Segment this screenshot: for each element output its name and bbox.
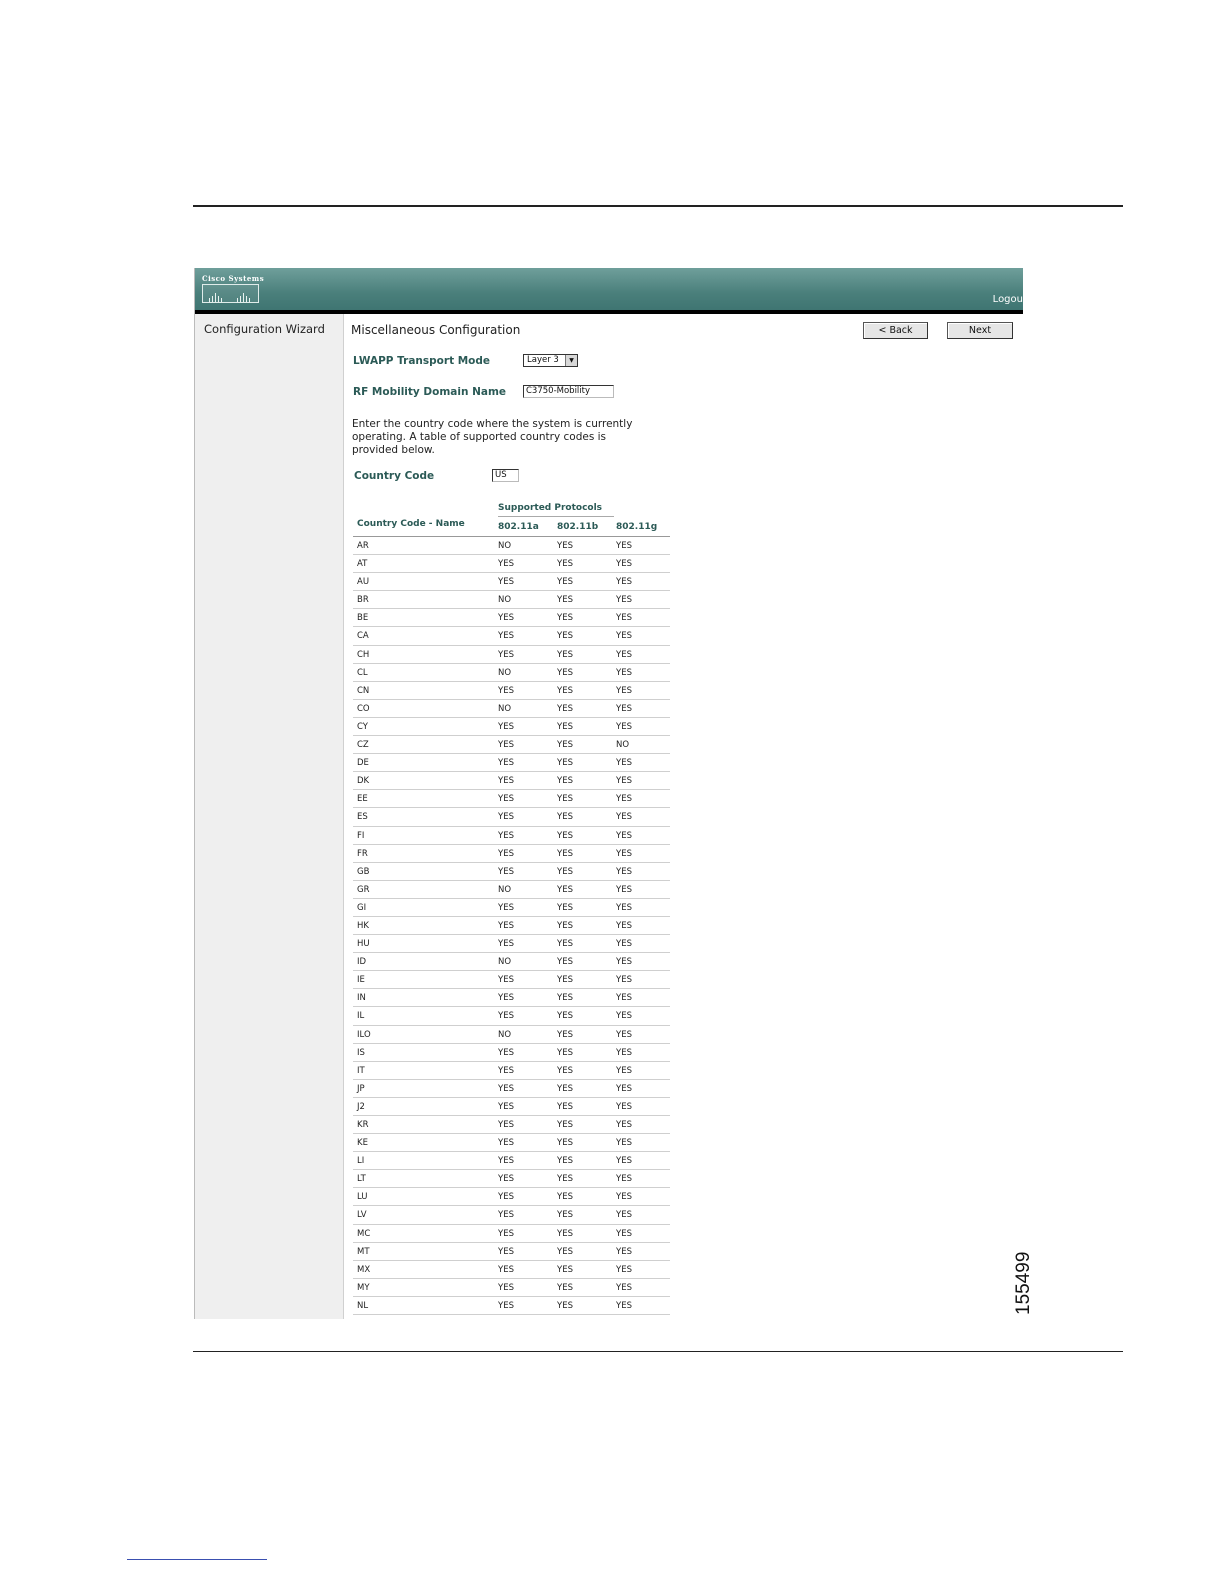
protocol-support-cell: NO	[498, 1029, 512, 1040]
country-code-cell: IL	[357, 1011, 365, 1022]
table-row	[353, 664, 670, 682]
protocol-support-cell: YES	[498, 649, 514, 660]
country-code-cell: MY	[357, 1282, 370, 1293]
protocol-support-cell: YES	[557, 939, 573, 950]
table-row	[353, 1243, 670, 1261]
table-row	[353, 1297, 670, 1315]
protocol-support-cell: YES	[616, 1300, 632, 1311]
table-row	[353, 591, 670, 609]
country-code-cell: HU	[357, 939, 370, 950]
country-code-cell: LI	[357, 1156, 365, 1167]
protocol-support-cell: YES	[498, 1228, 514, 1239]
country-code-cell: KE	[357, 1138, 368, 1149]
table-row	[353, 863, 670, 881]
protocol-support-cell: YES	[616, 1282, 632, 1293]
country-code-cell: DK	[357, 776, 370, 787]
table-row	[353, 736, 670, 754]
protocol-support-cell: YES	[557, 1264, 573, 1275]
protocol-support-cell: YES	[616, 975, 632, 986]
table-body	[353, 537, 670, 1315]
protocol-support-cell: YES	[557, 902, 573, 913]
country-code-cell: MC	[357, 1228, 371, 1239]
protocol-support-cell: YES	[498, 1246, 514, 1257]
protocol-support-cell: YES	[498, 848, 514, 859]
country-code-cell: MX	[357, 1264, 371, 1275]
table-row	[353, 537, 670, 555]
protocol-support-cell: YES	[616, 902, 632, 913]
table-row	[353, 1026, 670, 1044]
protocol-support-cell: YES	[616, 1138, 632, 1149]
protocol-support-cell: YES	[498, 920, 514, 931]
lwapp-transport-mode-select[interactable]	[523, 354, 578, 367]
protocol-support-cell: YES	[616, 667, 632, 678]
protocol-support-cell: YES	[557, 758, 573, 769]
country-code-cell: AR	[357, 541, 369, 551]
protocol-support-cell: YES	[616, 1065, 632, 1076]
protocol-support-cell: YES	[498, 1101, 514, 1112]
country-code-cell: FR	[357, 848, 368, 859]
protocol-support-cell: NO	[616, 740, 630, 751]
protocol-support-cell: YES	[557, 812, 573, 823]
protocol-support-cell: YES	[616, 1120, 632, 1130]
protocol-support-cell: YES	[557, 920, 573, 931]
protocol-support-cell: YES	[557, 1246, 573, 1257]
figure-number: 155499	[1013, 1251, 1034, 1315]
protocol-support-cell: YES	[616, 920, 632, 931]
protocol-support-cell: YES	[498, 866, 514, 877]
table-row	[353, 646, 670, 664]
country-code-cell: LU	[357, 1192, 368, 1203]
table-row	[353, 1134, 670, 1152]
protocol-support-cell: YES	[616, 848, 632, 859]
protocol-support-cell: YES	[557, 1065, 573, 1076]
lwapp-transport-mode-label: LWAPP Transport Mode	[353, 355, 491, 367]
country-code-cell: GB	[357, 866, 370, 877]
back-button[interactable]: < Back	[863, 322, 928, 339]
protocol-support-cell: YES	[557, 975, 573, 986]
protocol-support-cell: YES	[557, 1192, 573, 1203]
table-row	[353, 1261, 670, 1279]
protocol-support-cell: YES	[616, 559, 632, 570]
country-code-cell: CA	[357, 631, 369, 642]
table-row	[353, 1152, 670, 1170]
protocol-support-cell: YES	[557, 703, 573, 714]
protocol-support-cell: YES	[557, 1138, 573, 1149]
table-row	[353, 1116, 670, 1134]
protocol-support-cell: YES	[616, 1083, 632, 1094]
table-row	[353, 989, 670, 1007]
table-row	[353, 1044, 670, 1062]
country-code-cell: GI	[357, 902, 367, 913]
protocol-support-cell: YES	[557, 649, 573, 660]
country-code-cell: FI	[357, 830, 365, 841]
table-row	[353, 808, 670, 826]
protocol-support-cell: YES	[498, 613, 514, 624]
lwapp-transport-mode-value: Layer 3	[527, 355, 559, 365]
browser-screenshot	[194, 268, 1023, 1319]
protocol-support-cell: YES	[557, 577, 573, 588]
country-code-cell: EE	[357, 794, 368, 805]
protocol-support-cell: YES	[498, 794, 514, 805]
rf-mobility-domain-input[interactable]: C3750-Mobility	[523, 385, 614, 398]
country-code-cell: LV	[357, 1210, 367, 1221]
protocol-support-cell: YES	[498, 1300, 514, 1311]
protocol-support-cell: YES	[557, 559, 573, 570]
protocol-support-cell: NO	[498, 595, 512, 606]
protocol-support-cell: YES	[616, 758, 632, 769]
table-row	[353, 953, 670, 971]
table-row	[353, 899, 670, 917]
country-code-cell: KR	[357, 1120, 369, 1130]
protocol-support-cell: YES	[616, 649, 632, 660]
protocol-support-cell: YES	[557, 1282, 573, 1293]
country-code-cell: IE	[357, 975, 365, 986]
protocol-support-cell: YES	[616, 957, 632, 968]
next-button[interactable]: Next	[947, 322, 1013, 339]
protocol-support-cell: YES	[557, 1156, 573, 1167]
country-code-cell: CO	[357, 703, 370, 714]
protocol-support-cell: YES	[498, 721, 514, 732]
protocol-support-cell: YES	[557, 776, 573, 787]
table-row	[353, 555, 670, 573]
table-row	[353, 573, 670, 591]
protocol-support-cell: YES	[557, 1083, 573, 1094]
country-code-cell: DE	[357, 758, 369, 769]
table-row	[353, 627, 670, 645]
country-code-cell: CY	[357, 721, 368, 732]
country-code-cell: AU	[357, 577, 370, 588]
protocol-support-cell: YES	[616, 1047, 632, 1058]
supported-protocols-header: Supported Protocols	[498, 501, 614, 517]
country-code-cell: CN	[357, 685, 370, 696]
country-code-cell: JP	[357, 1083, 365, 1094]
protocol-support-cell: YES	[557, 685, 573, 696]
protocol-support-cell: YES	[498, 812, 514, 823]
protocol-support-cell: YES	[616, 1192, 632, 1203]
country-code-cell: BR	[357, 595, 369, 606]
protocol-header-80211a: 802.11a	[498, 522, 539, 532]
cisco-logo-icon	[202, 284, 259, 303]
protocol-support-cell: YES	[498, 758, 514, 769]
country-code-cell: ILO	[357, 1029, 371, 1040]
table-row	[353, 1170, 670, 1188]
protocol-support-cell: YES	[616, 939, 632, 950]
sidebar-item-configuration-wizard[interactable]: Configuration Wizard	[204, 322, 325, 336]
protocol-support-cell: YES	[557, 667, 573, 678]
table-row	[353, 700, 670, 718]
protocol-support-cell: YES	[498, 776, 514, 787]
protocol-support-cell: YES	[616, 703, 632, 714]
protocol-support-cell: NO	[498, 957, 512, 968]
header-rule	[193, 205, 1123, 207]
page-title: Miscellaneous Configuration	[351, 323, 521, 337]
table-row	[353, 935, 670, 953]
protocol-support-cell: YES	[498, 1264, 514, 1275]
table-row	[353, 827, 670, 845]
protocol-support-cell: YES	[498, 559, 514, 570]
protocol-support-cell: YES	[498, 577, 514, 588]
country-code-cell: AT	[357, 559, 368, 570]
footer-rule	[193, 1351, 1123, 1352]
country-code-cell: GR	[357, 884, 370, 895]
country-code-name-header: Country Code - Name	[357, 519, 465, 529]
protocol-support-cell: YES	[616, 1101, 632, 1112]
protocol-support-cell: NO	[498, 667, 512, 678]
protocol-support-cell: YES	[557, 1300, 573, 1311]
table-row	[353, 609, 670, 627]
protocol-support-cell: YES	[498, 631, 514, 642]
protocol-support-cell: YES	[616, 631, 632, 642]
protocol-support-cell: YES	[498, 1156, 514, 1167]
protocol-support-cell: YES	[557, 1047, 573, 1058]
protocol-support-cell: YES	[616, 794, 632, 805]
country-code-cell: BE	[357, 613, 369, 624]
table-row	[353, 790, 670, 808]
protocol-support-cell: YES	[616, 776, 632, 787]
protocol-support-cell: YES	[616, 1029, 632, 1040]
protocol-support-cell: YES	[557, 794, 573, 805]
protocol-support-cell: YES	[498, 1192, 514, 1203]
protocol-support-cell: YES	[557, 866, 573, 877]
protocol-support-cell: YES	[616, 1228, 632, 1239]
protocol-support-cell: YES	[616, 1264, 632, 1275]
protocol-support-cell: YES	[616, 1011, 632, 1022]
protocol-support-cell: YES	[557, 957, 573, 968]
protocol-header-80211g: 802.11g	[616, 522, 658, 532]
protocol-support-cell: YES	[557, 830, 573, 841]
brand-name: Cisco Systems	[202, 274, 265, 283]
protocol-support-cell: YES	[498, 1210, 514, 1221]
table-row	[353, 1279, 670, 1297]
protocol-support-cell: YES	[498, 1138, 514, 1149]
protocol-support-cell: YES	[557, 1210, 573, 1221]
protocol-support-cell: YES	[498, 1011, 514, 1022]
protocol-support-cell: YES	[557, 1029, 573, 1040]
country-code-cell: CL	[357, 667, 368, 678]
protocol-support-cell: YES	[498, 902, 514, 913]
table-row	[353, 881, 670, 899]
logout-link[interactable]: Logou	[992, 294, 1023, 305]
table-row	[353, 682, 670, 700]
protocol-support-cell: YES	[557, 541, 573, 551]
country-code-label: Country Code	[354, 470, 435, 482]
country-code-cell: CH	[357, 649, 370, 660]
chevron-down-icon[interactable]: ▼	[565, 355, 577, 366]
rf-mobility-domain-label: RF Mobility Domain Name	[353, 386, 507, 398]
country-code-cell: NL	[357, 1300, 369, 1311]
footer-link-underline	[127, 1559, 267, 1560]
country-code-cell: HK	[357, 920, 369, 931]
protocol-support-cell: YES	[498, 1047, 514, 1058]
protocol-support-cell: YES	[498, 993, 514, 1004]
main-content	[344, 314, 1023, 1319]
table-row	[353, 1098, 670, 1116]
country-code-cell: MT	[357, 1246, 370, 1257]
protocol-support-cell: YES	[616, 1246, 632, 1257]
protocol-support-cell: YES	[498, 1282, 514, 1293]
protocol-support-cell: YES	[557, 1101, 573, 1112]
protocol-support-cell: YES	[616, 812, 632, 823]
protocol-support-cell: YES	[498, 1083, 514, 1094]
table-row	[353, 1188, 670, 1206]
country-code-cell: IT	[357, 1065, 365, 1076]
protocol-support-cell: YES	[616, 685, 632, 696]
table-row	[353, 1080, 670, 1098]
protocol-support-cell: NO	[498, 541, 512, 551]
table-row	[353, 917, 670, 935]
protocol-support-cell: YES	[616, 577, 632, 588]
protocol-support-cell: YES	[557, 1120, 573, 1130]
protocol-support-cell: YES	[557, 595, 573, 606]
protocol-support-cell: YES	[557, 631, 573, 642]
protocol-support-cell: YES	[498, 975, 514, 986]
protocol-support-cell: YES	[616, 613, 632, 624]
protocol-support-cell: YES	[498, 1120, 514, 1130]
country-code-cell: J2	[357, 1101, 365, 1112]
protocol-support-cell: YES	[616, 884, 632, 895]
protocol-support-cell: YES	[498, 1174, 514, 1185]
table-row	[353, 845, 670, 863]
protocol-support-cell: YES	[498, 1065, 514, 1076]
protocol-support-cell: YES	[557, 740, 573, 751]
table-row	[353, 772, 670, 790]
country-code-cell: ES	[357, 812, 368, 823]
protocol-support-cell: YES	[557, 993, 573, 1004]
country-code-cell: ID	[357, 957, 367, 968]
protocol-header-80211b: 802.11b	[557, 522, 599, 532]
sidebar	[195, 314, 344, 1319]
country-code-cell: LT	[357, 1174, 366, 1185]
table-row	[353, 1225, 670, 1243]
protocol-support-cell: YES	[616, 830, 632, 841]
protocol-support-cell: YES	[557, 613, 573, 624]
country-code-cell: CZ	[357, 740, 369, 751]
protocol-support-cell: YES	[616, 1174, 632, 1185]
country-code-input[interactable]: US	[492, 469, 519, 482]
country-code-cell: IN	[357, 993, 366, 1004]
protocol-support-cell: YES	[557, 1228, 573, 1239]
protocol-support-cell: YES	[498, 740, 514, 751]
protocol-support-cell: YES	[616, 541, 632, 551]
table-row	[353, 754, 670, 772]
country-code-help-text: Enter the country code where the system is currently operating. A table of supported country codes is provided below.	[352, 418, 633, 456]
protocol-support-cell: NO	[498, 703, 512, 714]
table-row	[353, 718, 670, 736]
protocol-support-cell: YES	[557, 848, 573, 859]
protocol-support-cell: YES	[557, 1174, 573, 1185]
protocol-support-cell: YES	[616, 1156, 632, 1167]
table-row	[353, 1062, 670, 1080]
protocol-support-cell: YES	[557, 884, 573, 895]
protocol-support-cell: YES	[616, 1210, 632, 1221]
protocol-support-cell: YES	[498, 685, 514, 696]
protocol-support-cell: YES	[616, 595, 632, 606]
protocol-support-cell: YES	[616, 993, 632, 1004]
protocol-support-cell: YES	[557, 1011, 573, 1022]
table-row	[353, 971, 670, 989]
table-row	[353, 1206, 670, 1224]
protocol-support-cell: YES	[498, 830, 514, 841]
protocol-support-cell: YES	[557, 721, 573, 732]
protocol-support-cell: YES	[498, 939, 514, 950]
country-code-cell: IS	[357, 1047, 365, 1058]
app-banner	[195, 268, 1023, 314]
protocol-support-cell: YES	[616, 866, 632, 877]
table-row	[353, 1007, 670, 1025]
protocol-support-cell: NO	[498, 884, 512, 895]
protocol-support-cell: YES	[616, 721, 632, 732]
